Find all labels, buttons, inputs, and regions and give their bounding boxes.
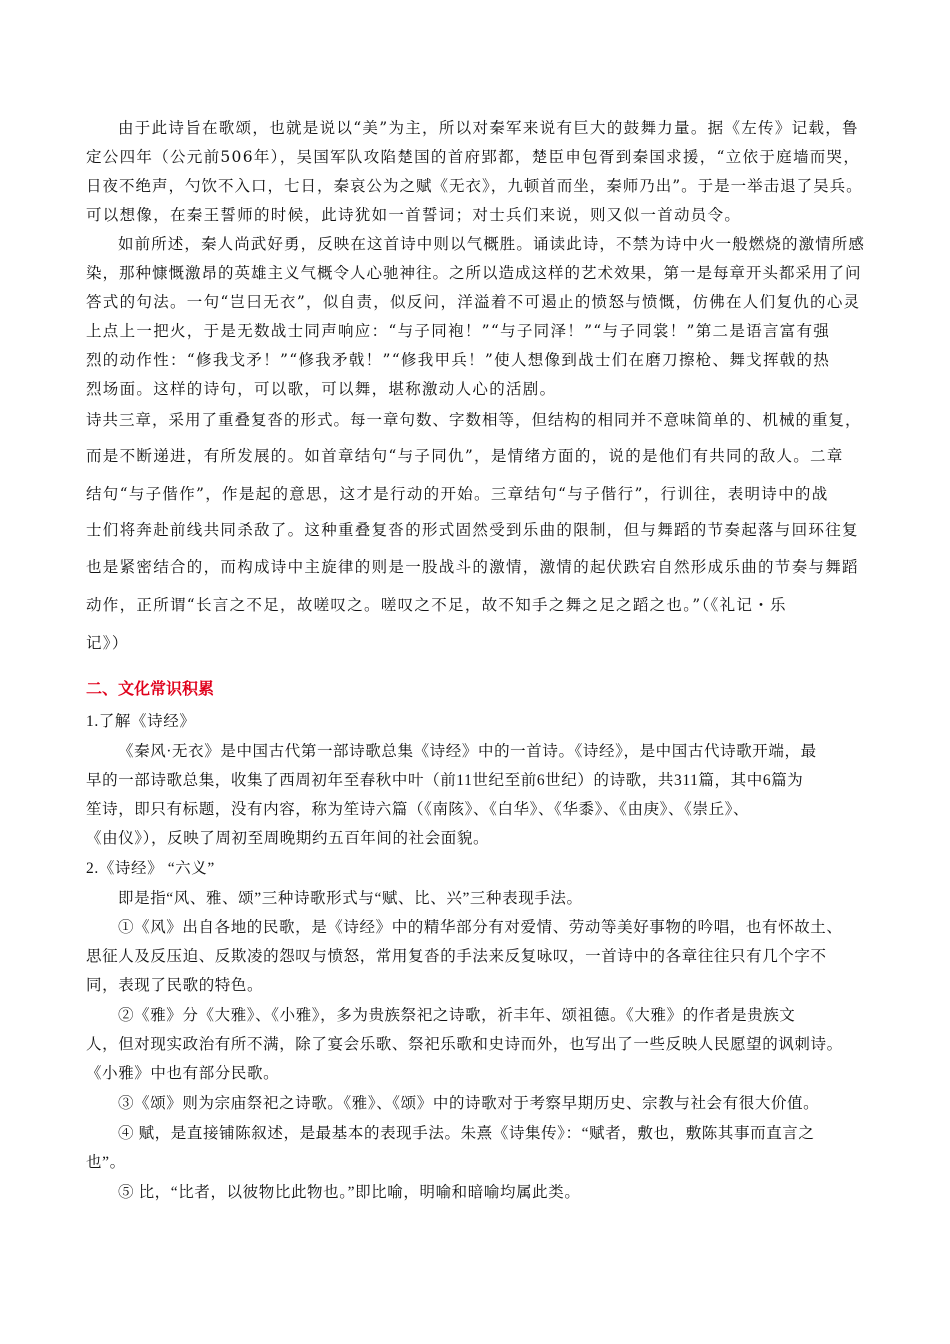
text-line: 烈的动作性：“修我戈矛！”“修我矛戟！”“修我甲兵！”使人想像到战士们在磨刀擦枪、舞戈挥戟的热 — [86, 351, 831, 369]
text-line: 早的一部诗歌总集，收集了西周初年至春秋中叶（前11世纪至前6世纪）的诗歌，共311篇，其中6篇为 — [86, 772, 804, 789]
text-line: 如前所述，秦人尚武好勇，反映在这首诗中则以气概胜。诵读此诗，不禁为诗中火一般燃烧的激情所感 — [118, 235, 866, 253]
text-line: 上点上一把火，于是无数战士同声响应：“与子同袍！”“与子同泽！”“与子同裳！”第二是语言富有强 — [86, 322, 831, 340]
text-line: 即是指“风、雅、颂”三种诗歌形式与“赋、比、兴”三种表现手法。 — [118, 890, 583, 907]
subheading-2: 2.《诗经》 “六义” — [86, 860, 215, 877]
text-line: 而是不断递进，有所发展的。如首章结句“与子同仇”，是情绪方面的，说的是他们有共同的敌人。二章 — [86, 447, 844, 465]
text-line: 也”。 — [86, 1154, 126, 1171]
text-line: ④ 赋，是直接铺陈叙述，是最基本的表现手法。朱熹《诗集传》：“赋者，敷也，敷陈其事而直言之 — [118, 1125, 815, 1142]
text-line: 染，那种慷慨激昂的英雄主义气概令人心驰神往。之所以造成这样的艺术效果，第一是每章开头都采用了问 — [86, 264, 862, 282]
text-line: ⑤ 比，“比者，以彼物比此物也。”即比喻，明喻和暗喻均属此类。 — [118, 1184, 581, 1201]
text-line: 士们将奔赴前线共同杀敌了。这种重叠复沓的形式固然受到乐曲的限制，但与舞蹈的节奏起落与回环往复 — [86, 521, 859, 539]
text-line: 定公四年（公元前506年），吴国军队攻陷楚国的首府郢都，楚臣申包胥到秦国求援，“立依于庭墙而哭， — [86, 148, 861, 166]
text-line: 诗共三章，采用了重叠复沓的形式。每一章句数、字数相等，但结构的相同并不意味简单的、机械的重复， — [86, 411, 862, 429]
subheading-1: 1.了解《诗经》 — [86, 713, 196, 730]
text-line: 同，表现了民歌的特色。 — [86, 977, 264, 994]
text-line: ③《颂》则为宗庙祭祀之诗歌。《雅》、《颂》中的诗歌对于考察早期历史、宗教与社会有很大价值。 — [118, 1095, 820, 1112]
text-line: 思征人及反压迫、反欺凌的怨叹与愤怒，常用复沓的手法来反复咏叹，一首诗中的各章往往只有几个字不 — [86, 948, 827, 965]
section-heading: 二、文化常识积累 — [86, 679, 215, 698]
text-line: 结句“与子偕作”，作是起的意思，这才是行动的开始。三章结句“与子偕行”，行训往，表明诗中的战 — [86, 485, 829, 503]
text-line: 记》） — [86, 634, 129, 652]
text-line: 由于此诗旨在歌颂，也就是说以“美”为主，所以对秦军来说有巨大的鼓舞力量。据《左传》记载，鲁 — [118, 119, 859, 137]
text-line: ②《雅》分《大雅》、《小雅》，多为贵族祭祀之诗歌，祈丰年、颂祖德。《大雅》的作者是贵族文 — [118, 1007, 796, 1024]
text-line: 可以想像，在秦王誓师的时候，此诗犹如一首誓词；对士兵们来说，则又似一首动员令。 — [86, 206, 742, 224]
text-line: 动作，正所谓“长言之不足，故嗟叹之。嗟叹之不足，故不知手之舞之足之蹈之也。”（《礼记・乐 — [86, 596, 787, 614]
text-line: 笙诗，即只有标题，没有内容，称为笙诗六篇（《南陔》、《白华》、《华黍》、《由庚》、《崇丘》、 — [86, 801, 750, 818]
text-line: 人，但对现实政治有所不满，除了宴会乐歌、祭祀乐歌和史诗而外，也写出了一些反映人民愿望的讽刺诗。 — [86, 1036, 843, 1053]
text-line: 答式的句法。一句“岂曰无衣”，似自责，似反问，洋溢着不可遏止的愤怒与愤慨，仿佛在人们复仇的心灵 — [86, 293, 861, 311]
text-line: 《秦风·无衣》是中国古代第一部诗歌总集《诗经》中的一首诗。《诗经》，是中国古代诗歌开端，最 — [118, 743, 817, 760]
text-line: 《小雅》中也有部分民歌。 — [86, 1065, 280, 1082]
text-line: 烈场面。这样的诗句，可以歌，可以舞，堪称激动人心的活剧。 — [86, 380, 557, 398]
text-line: 日夜不绝声，勺饮不入口，七日，秦哀公为之赋《无衣》，九顿首而坐，秦师乃出”。于是一举击退了吴兵。 — [86, 177, 863, 195]
text-line: ①《风》出自各地的民歌，是《诗经》中的精华部分有对爱情、劳动等美好事物的吟唱，也有怀故土、 — [118, 919, 843, 936]
text-line: 《由仪》），反映了周初至周晚期约五百年间的社会面貌。 — [86, 830, 490, 847]
text-line: 也是紧密结合的，而构成诗中主旋律的则是一股战斗的激情，激情的起伏跌宕自然形成乐曲的节奏与舞蹈 — [86, 558, 859, 576]
